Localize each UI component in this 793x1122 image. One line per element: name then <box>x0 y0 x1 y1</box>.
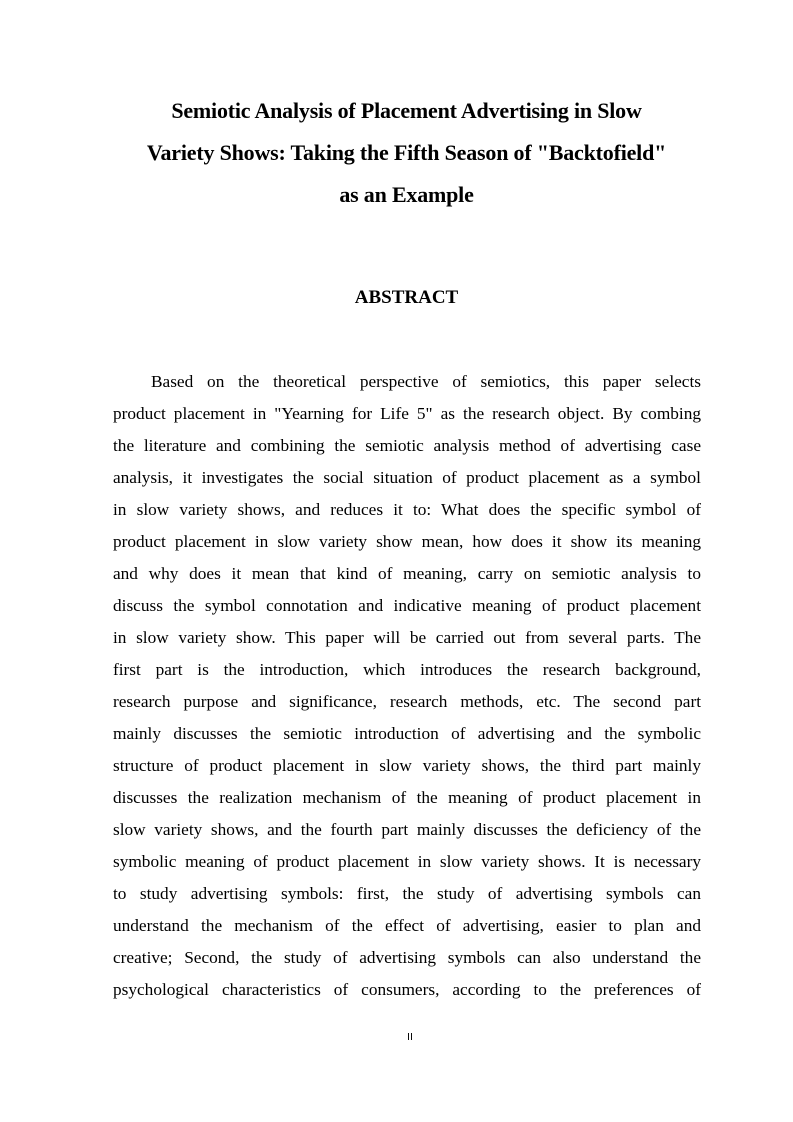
abstract-line: the literature and combining the semiotic analysis method of advertising case <box>113 436 701 455</box>
abstract-line: and why does it mean that kind of meaning, carry on semiotic analysis to <box>113 564 701 583</box>
abstract-line: in slow variety shows, and reduces it to: What does the specific symbol of <box>113 500 701 519</box>
abstract-line: to study advertising symbols: first, the study of advertising symbols can <box>113 884 701 903</box>
abstract-line: in slow variety show. This paper will be carried out from several parts. The <box>113 628 701 647</box>
abstract-line: symbolic meaning of product placement in slow variety shows. It is necessary <box>113 852 701 871</box>
abstract-line: discuss the symbol connotation and indicative meaning of product placement <box>113 596 701 615</box>
abstract-heading: ABSTRACT <box>354 287 459 308</box>
title-line-1: Semiotic Analysis of Placement Advertising in Slow <box>171 98 642 123</box>
title-line-2: Variety Shows: Taking the Fifth Season of "Backtofield" <box>146 140 667 165</box>
page-number: II <box>407 1032 413 1043</box>
abstract-line: analysis, it investigates the social situation of product placement as a symbol <box>113 468 701 487</box>
abstract-body <box>113 366 701 1006</box>
abstract-line: Based on the theoretical perspective of semiotics, this paper selects <box>151 372 701 391</box>
abstract-line: discusses the realization mechanism of the meaning of product placement in <box>113 788 701 807</box>
title-line-3: as an Example <box>339 182 474 207</box>
abstract-line: product placement in "Yearning for Life 5" as the research object. By combing <box>113 404 701 423</box>
abstract-line: structure of product placement in slow variety shows, the third part mainly <box>113 756 701 775</box>
abstract-line: mainly discusses the semiotic introduction of advertising and the symbolic <box>113 724 701 743</box>
abstract-line: first part is the introduction, which introduces the research background, <box>113 660 701 679</box>
abstract-line: product placement in slow variety show mean, how does it show its meaning <box>113 532 701 551</box>
abstract-line: creative; Second, the study of advertising symbols can also understand the <box>113 948 701 967</box>
abstract-line: slow variety shows, and the fourth part mainly discusses the deficiency of the <box>113 820 701 839</box>
abstract-line: understand the mechanism of the effect of advertising, easier to plan and <box>113 916 701 935</box>
abstract-line: psychological characteristics of consumers, according to the preferences of <box>113 980 701 999</box>
abstract-line: research purpose and significance, research methods, etc. The second part <box>113 692 701 711</box>
paper-title <box>100 90 713 216</box>
